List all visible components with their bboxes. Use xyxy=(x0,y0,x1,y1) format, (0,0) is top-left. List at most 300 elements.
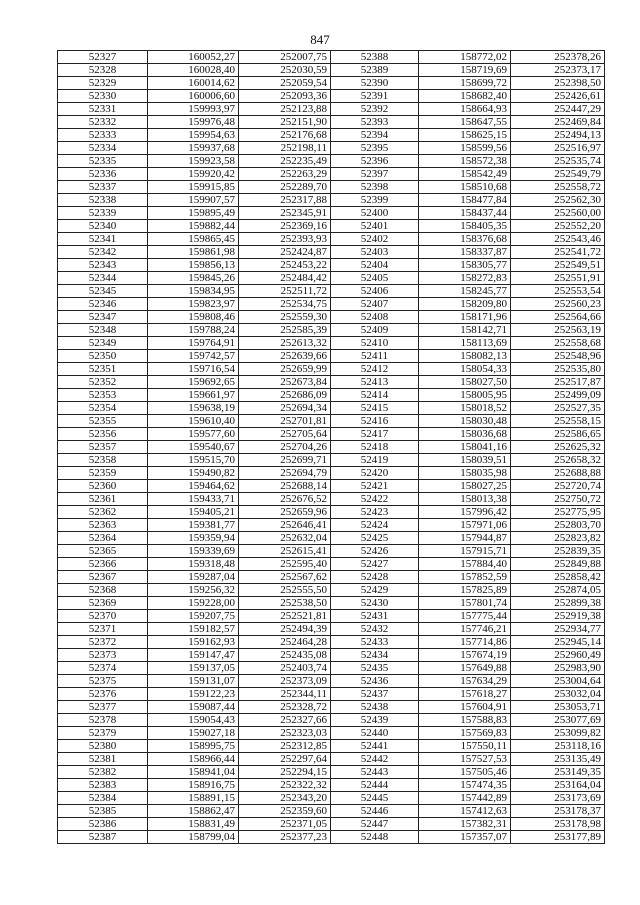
table-row xyxy=(58,649,605,662)
table-cell-coord-x: 158030,48 xyxy=(419,415,511,428)
table-cell-coord-y: 252595,40 xyxy=(239,558,331,571)
table-cell-coord-x: 159027,18 xyxy=(148,727,239,740)
table-cell-point-number: 52342 xyxy=(58,246,148,259)
table-cell-point-number: 52345 xyxy=(58,285,148,298)
table-cell-coord-x: 158477,84 xyxy=(419,194,511,207)
table-cell-point-number: 52447 xyxy=(331,818,419,831)
coordinates-table-body xyxy=(58,51,605,844)
table-cell-point-number: 52390 xyxy=(331,77,419,90)
table-cell-point-number: 52350 xyxy=(58,350,148,363)
table-cell-point-number: 52374 xyxy=(58,662,148,675)
table-cell-point-number: 52406 xyxy=(331,285,419,298)
table-cell-point-number: 52446 xyxy=(331,805,419,818)
table-cell-point-number: 52336 xyxy=(58,168,148,181)
table-cell-coord-y: 252551,91 xyxy=(511,272,605,285)
table-cell-coord-y: 252327,66 xyxy=(239,714,331,727)
table-cell-coord-x: 159976,48 xyxy=(148,116,239,129)
table-cell-coord-x: 159954,63 xyxy=(148,129,239,142)
table-cell-coord-x: 159359,94 xyxy=(148,532,239,545)
table-cell-coord-x: 158599,56 xyxy=(419,142,511,155)
table-row xyxy=(58,441,605,454)
table-cell-coord-x: 158916,75 xyxy=(148,779,239,792)
table-cell-point-number: 52377 xyxy=(58,701,148,714)
table-cell-coord-y: 252750,72 xyxy=(511,493,605,506)
table-cell-coord-x: 159856,13 xyxy=(148,259,239,272)
table-row xyxy=(58,454,605,467)
table-cell-coord-x: 159845,26 xyxy=(148,272,239,285)
table-cell-point-number: 52423 xyxy=(331,506,419,519)
table-row xyxy=(58,350,605,363)
table-cell-coord-y: 252615,41 xyxy=(239,545,331,558)
table-cell-point-number: 52329 xyxy=(58,77,148,90)
table-cell-coord-x: 158891,15 xyxy=(148,792,239,805)
table-cell-point-number: 52392 xyxy=(331,103,419,116)
table-cell-coord-y: 252563,19 xyxy=(511,324,605,337)
table-cell-coord-y: 252345,91 xyxy=(239,207,331,220)
table-cell-coord-y: 253178,98 xyxy=(511,818,605,831)
table-cell-coord-y: 252632,04 xyxy=(239,532,331,545)
table-cell-coord-y: 252858,42 xyxy=(511,571,605,584)
table-cell-coord-x: 158376,68 xyxy=(419,233,511,246)
table-row xyxy=(58,90,605,103)
table-cell-point-number: 52351 xyxy=(58,363,148,376)
table-row xyxy=(58,467,605,480)
table-cell-point-number: 52380 xyxy=(58,740,148,753)
table-cell-point-number: 52433 xyxy=(331,636,419,649)
table-cell-coord-x: 158510,68 xyxy=(419,181,511,194)
table-cell-coord-x: 159147,47 xyxy=(148,649,239,662)
table-cell-coord-y: 252511,72 xyxy=(239,285,331,298)
table-cell-coord-y: 252030,59 xyxy=(239,64,331,77)
table-row xyxy=(58,337,605,350)
table-row xyxy=(58,818,605,831)
table-cell-coord-y: 252343,20 xyxy=(239,792,331,805)
table-cell-coord-x: 157649,88 xyxy=(419,662,511,675)
table-row xyxy=(58,155,605,168)
table-row xyxy=(58,77,605,90)
table-cell-coord-y: 252371,05 xyxy=(239,818,331,831)
table-cell-coord-y: 252393,93 xyxy=(239,233,331,246)
table-cell-coord-x: 158799,04 xyxy=(148,831,239,844)
table-cell-coord-y: 252699,71 xyxy=(239,454,331,467)
table-cell-coord-y: 252464,28 xyxy=(239,636,331,649)
table-cell-coord-x: 157442,89 xyxy=(419,792,511,805)
table-cell-coord-y: 253164,04 xyxy=(511,779,605,792)
table-cell-coord-x: 159716,54 xyxy=(148,363,239,376)
table-row xyxy=(58,428,605,441)
table-cell-coord-x: 158542,49 xyxy=(419,168,511,181)
table-cell-coord-x: 159515,70 xyxy=(148,454,239,467)
table-cell-coord-x: 158035,98 xyxy=(419,467,511,480)
table-cell-coord-x: 158337,87 xyxy=(419,246,511,259)
table-cell-coord-x: 159788,24 xyxy=(148,324,239,337)
table-row xyxy=(58,779,605,792)
table-cell-coord-y: 252839,35 xyxy=(511,545,605,558)
table-cell-coord-x: 158245,77 xyxy=(419,285,511,298)
table-row xyxy=(58,662,605,675)
table-cell-coord-y: 252688,14 xyxy=(239,480,331,493)
table-cell-point-number: 52372 xyxy=(58,636,148,649)
table-cell-coord-x: 160014,62 xyxy=(148,77,239,90)
table-cell-point-number: 52333 xyxy=(58,129,148,142)
table-cell-point-number: 52443 xyxy=(331,766,419,779)
table-cell-point-number: 52346 xyxy=(58,298,148,311)
table-row xyxy=(58,714,605,727)
table-cell-coord-x: 158113,69 xyxy=(419,337,511,350)
table-cell-point-number: 52429 xyxy=(331,584,419,597)
table-cell-point-number: 52365 xyxy=(58,545,148,558)
table-cell-point-number: 52352 xyxy=(58,376,148,389)
table-cell-coord-x: 158036,68 xyxy=(419,428,511,441)
table-row xyxy=(58,805,605,818)
table-cell-coord-x: 159638,19 xyxy=(148,402,239,415)
table-cell-coord-x: 159923,58 xyxy=(148,155,239,168)
table-row xyxy=(58,506,605,519)
table-cell-point-number: 52441 xyxy=(331,740,419,753)
table-cell-coord-y: 252527,35 xyxy=(511,402,605,415)
table-cell-point-number: 52427 xyxy=(331,558,419,571)
table-cell-coord-y: 252516,97 xyxy=(511,142,605,155)
table-cell-coord-y: 252676,52 xyxy=(239,493,331,506)
table-cell-point-number: 52332 xyxy=(58,116,148,129)
table-cell-coord-y: 252934,77 xyxy=(511,623,605,636)
table-cell-point-number: 52375 xyxy=(58,675,148,688)
table-cell-coord-y: 253077,69 xyxy=(511,714,605,727)
table-cell-point-number: 52444 xyxy=(331,779,419,792)
table-cell-coord-y: 252694,34 xyxy=(239,402,331,415)
table-cell-coord-x: 159895,49 xyxy=(148,207,239,220)
table-cell-coord-x: 159137,05 xyxy=(148,662,239,675)
table-cell-coord-y: 252775,95 xyxy=(511,506,605,519)
table-cell-coord-y: 252613,32 xyxy=(239,337,331,350)
table-cell-coord-y: 252398,50 xyxy=(511,77,605,90)
table-cell-coord-y: 252344,11 xyxy=(239,688,331,701)
table-cell-point-number: 52361 xyxy=(58,493,148,506)
table-cell-point-number: 52348 xyxy=(58,324,148,337)
table-cell-coord-x: 159207,75 xyxy=(148,610,239,623)
table-cell-coord-y: 252373,17 xyxy=(511,64,605,77)
table-cell-coord-y: 252549,79 xyxy=(511,168,605,181)
table-cell-coord-y: 252377,23 xyxy=(239,831,331,844)
table-cell-coord-y: 252803,70 xyxy=(511,519,605,532)
table-cell-coord-x: 158664,93 xyxy=(419,103,511,116)
table-cell-coord-y: 252548,96 xyxy=(511,350,605,363)
table-cell-coord-y: 253178,37 xyxy=(511,805,605,818)
table-cell-coord-x: 157474,35 xyxy=(419,779,511,792)
table-cell-coord-x: 159131,07 xyxy=(148,675,239,688)
table-row xyxy=(58,493,605,506)
table-row xyxy=(58,701,605,714)
table-cell-point-number: 52389 xyxy=(331,64,419,77)
table-cell-coord-x: 158572,38 xyxy=(419,155,511,168)
table-cell-coord-y: 252499,09 xyxy=(511,389,605,402)
table-cell-point-number: 52417 xyxy=(331,428,419,441)
table-cell-point-number: 52431 xyxy=(331,610,419,623)
table-cell-point-number: 52335 xyxy=(58,155,148,168)
table-cell-coord-y: 252560,23 xyxy=(511,298,605,311)
table-cell-coord-y: 252093,36 xyxy=(239,90,331,103)
table-cell-coord-y: 252235,49 xyxy=(239,155,331,168)
table-row xyxy=(58,103,605,116)
table-cell-point-number: 52370 xyxy=(58,610,148,623)
table-cell-point-number: 52411 xyxy=(331,350,419,363)
table-cell-point-number: 52412 xyxy=(331,363,419,376)
table-cell-point-number: 52340 xyxy=(58,220,148,233)
table-row xyxy=(58,233,605,246)
table-cell-coord-y: 252659,99 xyxy=(239,363,331,376)
table-cell-point-number: 52366 xyxy=(58,558,148,571)
table-row xyxy=(58,610,605,623)
table-cell-coord-y: 252176,68 xyxy=(239,129,331,142)
table-cell-coord-y: 252874,05 xyxy=(511,584,605,597)
table-cell-coord-y: 252646,41 xyxy=(239,519,331,532)
table-cell-point-number: 52363 xyxy=(58,519,148,532)
table-cell-coord-x: 159087,44 xyxy=(148,701,239,714)
table-cell-coord-y: 252373,09 xyxy=(239,675,331,688)
table-cell-point-number: 52435 xyxy=(331,662,419,675)
table-cell-coord-y: 252198,11 xyxy=(239,142,331,155)
table-cell-coord-y: 252688,88 xyxy=(511,467,605,480)
table-cell-coord-x: 157775,44 xyxy=(419,610,511,623)
table-row xyxy=(58,766,605,779)
table-cell-point-number: 52356 xyxy=(58,428,148,441)
table-cell-coord-y: 252625,32 xyxy=(511,441,605,454)
table-cell-point-number: 52396 xyxy=(331,155,419,168)
table-row xyxy=(58,584,605,597)
table-cell-coord-y: 252983,90 xyxy=(511,662,605,675)
table-cell-coord-x: 157971,06 xyxy=(419,519,511,532)
table-cell-coord-x: 160028,40 xyxy=(148,64,239,77)
table-row xyxy=(58,831,605,844)
table-cell-point-number: 52364 xyxy=(58,532,148,545)
table-cell-coord-x: 157825,89 xyxy=(419,584,511,597)
table-cell-coord-x: 157604,91 xyxy=(419,701,511,714)
table-cell-coord-x: 158209,80 xyxy=(419,298,511,311)
table-row xyxy=(58,168,605,181)
table-cell-point-number: 52373 xyxy=(58,649,148,662)
table-cell-point-number: 52440 xyxy=(331,727,419,740)
table-cell-coord-x: 158772,02 xyxy=(419,51,511,64)
table-cell-coord-y: 252559,30 xyxy=(239,311,331,324)
table-cell-coord-y: 252658,32 xyxy=(511,454,605,467)
table-cell-coord-x: 158995,75 xyxy=(148,740,239,753)
table-cell-point-number: 52419 xyxy=(331,454,419,467)
table-cell-point-number: 52410 xyxy=(331,337,419,350)
table-cell-coord-x: 160006,60 xyxy=(148,90,239,103)
table-row xyxy=(58,181,605,194)
table-cell-coord-x: 158625,15 xyxy=(419,129,511,142)
table-cell-coord-y: 252704,26 xyxy=(239,441,331,454)
table-cell-point-number: 52420 xyxy=(331,467,419,480)
table-cell-coord-x: 158013,38 xyxy=(419,493,511,506)
table-cell-coord-x: 157801,74 xyxy=(419,597,511,610)
table-row xyxy=(58,545,605,558)
coordinates-table xyxy=(57,50,605,844)
table-cell-point-number: 52358 xyxy=(58,454,148,467)
table-cell-coord-x: 157884,40 xyxy=(419,558,511,571)
table-cell-point-number: 52405 xyxy=(331,272,419,285)
table-cell-coord-y: 252899,38 xyxy=(511,597,605,610)
table-cell-coord-y: 252359,60 xyxy=(239,805,331,818)
table-cell-coord-y: 253177,89 xyxy=(511,831,605,844)
table-cell-coord-y: 252453,22 xyxy=(239,259,331,272)
table-cell-coord-x: 157357,07 xyxy=(419,831,511,844)
table-row xyxy=(58,376,605,389)
table-cell-coord-x: 157382,31 xyxy=(419,818,511,831)
table-row xyxy=(58,532,605,545)
table-cell-coord-y: 252294,15 xyxy=(239,766,331,779)
table-cell-point-number: 52398 xyxy=(331,181,419,194)
table-cell-coord-y: 252469,84 xyxy=(511,116,605,129)
table-row xyxy=(58,480,605,493)
table-cell-coord-x: 157852,59 xyxy=(419,571,511,584)
table-cell-coord-x: 159610,40 xyxy=(148,415,239,428)
table-cell-coord-y: 252567,62 xyxy=(239,571,331,584)
table-row xyxy=(58,194,605,207)
table-cell-point-number: 52379 xyxy=(58,727,148,740)
table-row xyxy=(58,272,605,285)
table-cell-point-number: 52445 xyxy=(331,792,419,805)
table-row xyxy=(58,298,605,311)
table-cell-coord-y: 252823,82 xyxy=(511,532,605,545)
table-row xyxy=(58,207,605,220)
table-cell-point-number: 52357 xyxy=(58,441,148,454)
table-cell-point-number: 52343 xyxy=(58,259,148,272)
table-cell-coord-x: 158966,44 xyxy=(148,753,239,766)
table-cell-point-number: 52337 xyxy=(58,181,148,194)
table-cell-coord-y: 252560,00 xyxy=(511,207,605,220)
table-cell-coord-y: 252403,74 xyxy=(239,662,331,675)
table-cell-point-number: 52382 xyxy=(58,766,148,779)
table-cell-coord-x: 159540,67 xyxy=(148,441,239,454)
table-cell-coord-y: 252322,32 xyxy=(239,779,331,792)
table-cell-coord-x: 158027,25 xyxy=(419,480,511,493)
table-cell-coord-y: 252586,65 xyxy=(511,428,605,441)
table-row xyxy=(58,285,605,298)
table-cell-coord-x: 159808,46 xyxy=(148,311,239,324)
table-cell-point-number: 52381 xyxy=(58,753,148,766)
table-cell-point-number: 52432 xyxy=(331,623,419,636)
table-cell-coord-y: 252541,72 xyxy=(511,246,605,259)
table-cell-point-number: 52404 xyxy=(331,259,419,272)
table-cell-coord-y: 252945,14 xyxy=(511,636,605,649)
table-row xyxy=(58,636,605,649)
table-cell-coord-y: 252328,72 xyxy=(239,701,331,714)
table-cell-point-number: 52338 xyxy=(58,194,148,207)
table-cell-coord-y: 253004,64 xyxy=(511,675,605,688)
table-row xyxy=(58,753,605,766)
table-cell-point-number: 52391 xyxy=(331,90,419,103)
table-cell-coord-x: 159256,32 xyxy=(148,584,239,597)
table-cell-coord-y: 252639,66 xyxy=(239,350,331,363)
table-row xyxy=(58,623,605,636)
table-cell-coord-x: 159742,57 xyxy=(148,350,239,363)
table-cell-point-number: 52341 xyxy=(58,233,148,246)
table-cell-coord-x: 158405,35 xyxy=(419,220,511,233)
table-cell-coord-x: 158041,16 xyxy=(419,441,511,454)
table-cell-point-number: 52426 xyxy=(331,545,419,558)
table-cell-coord-y: 252007,75 xyxy=(239,51,331,64)
table-row xyxy=(58,519,605,532)
table-cell-point-number: 52385 xyxy=(58,805,148,818)
table-cell-coord-x: 157746,21 xyxy=(419,623,511,636)
table-cell-coord-y: 252705,64 xyxy=(239,428,331,441)
table-row xyxy=(58,597,605,610)
table-cell-coord-y: 252558,15 xyxy=(511,415,605,428)
table-cell-coord-y: 252659,96 xyxy=(239,506,331,519)
table-cell-coord-x: 158039,51 xyxy=(419,454,511,467)
table-cell-coord-x: 159882,44 xyxy=(148,220,239,233)
table-cell-coord-y: 252123,88 xyxy=(239,103,331,116)
table-cell-coord-x: 159287,04 xyxy=(148,571,239,584)
table-cell-point-number: 52331 xyxy=(58,103,148,116)
table-cell-coord-y: 252558,68 xyxy=(511,337,605,350)
table-row xyxy=(58,220,605,233)
table-cell-coord-x: 157550,11 xyxy=(419,740,511,753)
table-cell-point-number: 52359 xyxy=(58,467,148,480)
table-cell-point-number: 52422 xyxy=(331,493,419,506)
table-row xyxy=(58,129,605,142)
table-cell-point-number: 52362 xyxy=(58,506,148,519)
table-cell-coord-x: 157634,29 xyxy=(419,675,511,688)
table-cell-point-number: 52386 xyxy=(58,818,148,831)
table-cell-point-number: 52334 xyxy=(58,142,148,155)
table-cell-coord-x: 158437,44 xyxy=(419,207,511,220)
page-number: 847 xyxy=(310,32,330,47)
table-cell-point-number: 52353 xyxy=(58,389,148,402)
table-cell-coord-y: 252720,74 xyxy=(511,480,605,493)
table-cell-coord-x: 157944,87 xyxy=(419,532,511,545)
table-cell-coord-x: 159405,21 xyxy=(148,506,239,519)
table-cell-coord-x: 157588,83 xyxy=(419,714,511,727)
table-cell-coord-y: 252263,29 xyxy=(239,168,331,181)
table-cell-coord-x: 157618,27 xyxy=(419,688,511,701)
table-cell-coord-x: 159834,95 xyxy=(148,285,239,298)
table-cell-coord-y: 253099,82 xyxy=(511,727,605,740)
table-cell-point-number: 52421 xyxy=(331,480,419,493)
table-cell-coord-y: 252447,29 xyxy=(511,103,605,116)
table-cell-point-number: 52393 xyxy=(331,116,419,129)
table-cell-point-number: 52436 xyxy=(331,675,419,688)
table-cell-coord-x: 158699,72 xyxy=(419,77,511,90)
table-cell-coord-x: 159692,65 xyxy=(148,376,239,389)
table-cell-coord-y: 252484,42 xyxy=(239,272,331,285)
table-row xyxy=(58,51,605,64)
table-cell-point-number: 52360 xyxy=(58,480,148,493)
table-cell-point-number: 52415 xyxy=(331,402,419,415)
table-cell-coord-x: 159162,93 xyxy=(148,636,239,649)
table-cell-coord-y: 253118,16 xyxy=(511,740,605,753)
table-row xyxy=(58,558,605,571)
table-cell-point-number: 52408 xyxy=(331,311,419,324)
table-cell-coord-y: 252538,50 xyxy=(239,597,331,610)
table-cell-coord-y: 252562,30 xyxy=(511,194,605,207)
table-cell-coord-x: 159433,71 xyxy=(148,493,239,506)
table-cell-point-number: 52407 xyxy=(331,298,419,311)
table-cell-coord-x: 159182,57 xyxy=(148,623,239,636)
table-cell-point-number: 52438 xyxy=(331,701,419,714)
table-cell-coord-y: 252960,49 xyxy=(511,649,605,662)
table-cell-coord-y: 252424,87 xyxy=(239,246,331,259)
table-cell-point-number: 52347 xyxy=(58,311,148,324)
table-cell-coord-y: 252686,09 xyxy=(239,389,331,402)
table-cell-coord-y: 252494,13 xyxy=(511,129,605,142)
table-cell-coord-x: 159318,48 xyxy=(148,558,239,571)
table-cell-coord-y: 253053,71 xyxy=(511,701,605,714)
table-cell-coord-x: 159228,00 xyxy=(148,597,239,610)
table-cell-coord-y: 253135,49 xyxy=(511,753,605,766)
table-cell-coord-y: 252378,26 xyxy=(511,51,605,64)
